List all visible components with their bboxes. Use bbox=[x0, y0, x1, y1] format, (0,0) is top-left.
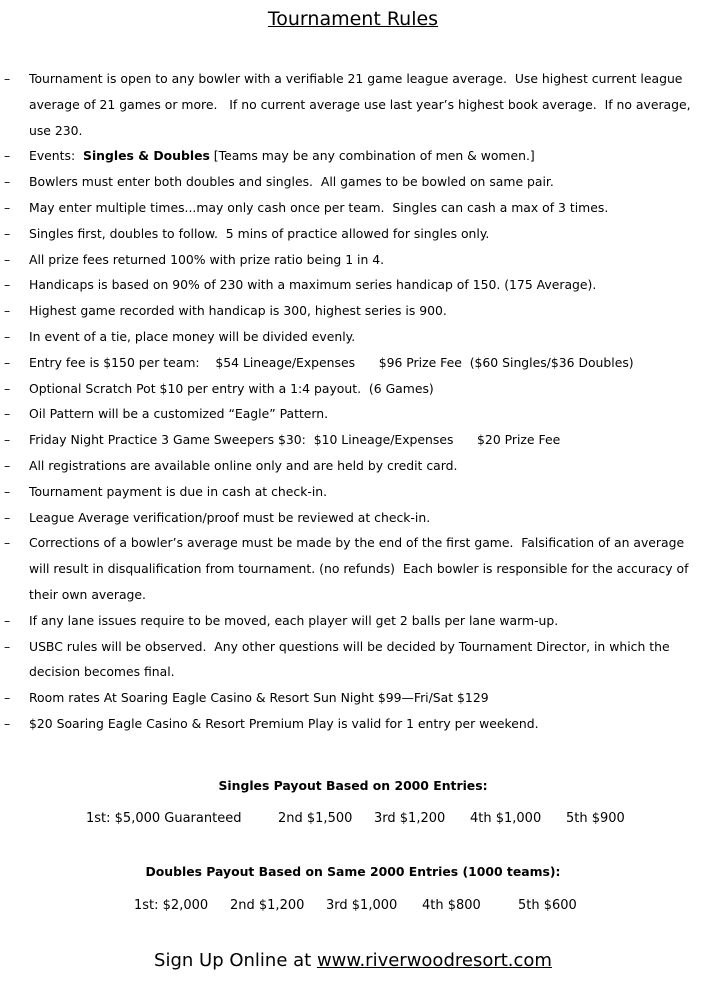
rule-text: Tournament payment is due in cash at check-in. bbox=[29, 483, 328, 499]
bullet-dash: – bbox=[4, 509, 11, 525]
rule-item bbox=[0, 479, 706, 505]
signup-line bbox=[0, 950, 706, 971]
rule-item bbox=[0, 169, 706, 195]
rule-text: Oil Pattern will be a customized “Eagle” Pattern. bbox=[29, 406, 329, 422]
singles-place-4: 4th $1,000 bbox=[470, 811, 542, 826]
bullet-dash: – bbox=[4, 251, 11, 267]
rule-item bbox=[0, 505, 706, 531]
rule-item bbox=[0, 221, 706, 247]
rule-item bbox=[0, 530, 706, 607]
rule-item bbox=[0, 634, 706, 686]
page-title: Tournament Rules bbox=[267, 8, 439, 30]
rule-text: Entry fee is $150 per team: $54 Lineage/Expenses $96 Prize Fee ($60 Singles/$36 Doubles) bbox=[29, 354, 634, 370]
doubles-place-5: 5th $600 bbox=[518, 898, 577, 913]
rule-item bbox=[0, 685, 706, 711]
rule-item bbox=[0, 401, 706, 427]
bullet-dash: – bbox=[4, 380, 11, 396]
signup-url-link[interactable]: www.riverwoodresort.com bbox=[316, 950, 552, 971]
rule-item bbox=[0, 453, 706, 479]
doubles-place-3: 3rd $1,000 bbox=[326, 898, 398, 913]
bullet-dash: – bbox=[4, 328, 11, 344]
rule-text: Tournament is open to any bowler with a verifiable 21 game league average. Use highest current league average of 21 games or more. If no current average use last year’s highest book average. If no average, use 230. bbox=[29, 71, 695, 138]
rule-text: May enter multiple times...may only cash once per team. Singles can cash a max of 3 times. bbox=[29, 199, 609, 215]
rule-text: If any lane issues require to be moved, each player will get 2 balls per lane warm-up. bbox=[29, 612, 559, 628]
bullet-dash: – bbox=[4, 535, 11, 551]
rule-item bbox=[0, 427, 706, 453]
rule-bold-text: Singles & Doubles bbox=[83, 148, 210, 164]
bullet-dash: – bbox=[4, 148, 11, 164]
rule-text: League Average verification/proof must be reviewed at check-in. bbox=[29, 509, 431, 525]
singles-place-1: 1st: $5,000 Guaranteed bbox=[86, 811, 242, 826]
bullet-dash: – bbox=[4, 432, 11, 448]
rule-prefix: Events: bbox=[29, 148, 84, 164]
bullet-dash: – bbox=[4, 638, 11, 654]
singles-place-3: 3rd $1,200 bbox=[374, 811, 446, 826]
rule-item bbox=[0, 350, 706, 376]
rule-item bbox=[0, 247, 706, 273]
rule-item bbox=[0, 376, 706, 402]
rule-item bbox=[0, 143, 706, 169]
singles-place-2: 2nd $1,500 bbox=[278, 811, 353, 826]
rule-text: $20 Soaring Eagle Casino & Resort Premium Play is valid for 1 entry per weekend. bbox=[29, 715, 539, 731]
rule-item bbox=[0, 298, 706, 324]
rule-item bbox=[0, 272, 706, 298]
rule-text: All prize fees returned 100% with prize ratio being 1 in 4. bbox=[29, 251, 385, 267]
bullet-dash: – bbox=[4, 406, 11, 422]
rules-list bbox=[0, 66, 706, 737]
bullet-dash: – bbox=[4, 199, 11, 215]
rule-text: Corrections of a bowler’s average must be made by the end of the first game. Falsification of an average will result in disqualification from tournament. (no refunds) Each bowler is responsible for the accuracy of their own average. bbox=[29, 535, 693, 602]
rule-text: Handicaps is based on 90% of 230 with a maximum series handicap of 150. (175 Average). bbox=[29, 277, 597, 293]
bullet-dash: – bbox=[4, 174, 11, 190]
bullet-dash: – bbox=[4, 715, 11, 731]
rule-text: Optional Scratch Pot $10 per entry with a 1:4 payout. (6 Games) bbox=[29, 380, 434, 396]
rule-text: All registrations are available online only and are held by credit card. bbox=[29, 457, 458, 473]
rule-item bbox=[0, 324, 706, 350]
doubles-payout-heading: Doubles Payout Based on Same 2000 Entries (1000 teams): bbox=[145, 864, 561, 879]
rule-text: Bowlers must enter both doubles and singles. All games to be bowled on same pair. bbox=[29, 174, 554, 190]
bullet-dash: – bbox=[4, 277, 11, 293]
bullet-dash: – bbox=[4, 612, 11, 628]
rule-text: USBC rules will be observed. Any other questions will be decided by Tournament Director, in which the decision becomes final. bbox=[29, 638, 674, 680]
bullet-dash: – bbox=[4, 71, 11, 86]
bullet-dash: – bbox=[4, 690, 11, 706]
doubles-place-4: 4th $800 bbox=[422, 898, 481, 913]
rule-item bbox=[0, 66, 706, 143]
doubles-place-1: 1st: $2,000 bbox=[134, 898, 209, 913]
bullet-dash: – bbox=[4, 303, 11, 319]
singles-place-5: 5th $900 bbox=[566, 811, 625, 826]
rule-item bbox=[0, 711, 706, 737]
singles-payout-heading: Singles Payout Based on 2000 Entries: bbox=[218, 778, 488, 793]
rule-item bbox=[0, 195, 706, 221]
rule-item bbox=[0, 608, 706, 634]
bullet-dash: – bbox=[4, 354, 11, 370]
bullet-dash: – bbox=[4, 225, 11, 241]
rule-text: Friday Night Practice 3 Game Sweepers $30: $10 Lineage/Expenses $20 Prize Fee bbox=[29, 432, 561, 448]
rule-text bbox=[29, 143, 700, 169]
bullet-dash: – bbox=[4, 457, 11, 473]
doubles-place-2: 2nd $1,200 bbox=[230, 898, 305, 913]
signup-prefix: Sign Up Online at bbox=[154, 950, 317, 971]
rule-text: Highest game recorded with handicap is 300, highest series is 900. bbox=[29, 303, 447, 319]
rule-suffix: [Teams may be any combination of men & women.] bbox=[209, 148, 535, 164]
rule-text: Singles first, doubles to follow. 5 mins of practice allowed for singles only. bbox=[29, 225, 490, 241]
rule-text: Room rates At Soaring Eagle Casino & Resort Sun Night $99—Fri/Sat $129 bbox=[29, 690, 489, 706]
bullet-dash: – bbox=[4, 483, 11, 499]
rule-text: In event of a tie, place money will be divided evenly. bbox=[29, 328, 356, 344]
